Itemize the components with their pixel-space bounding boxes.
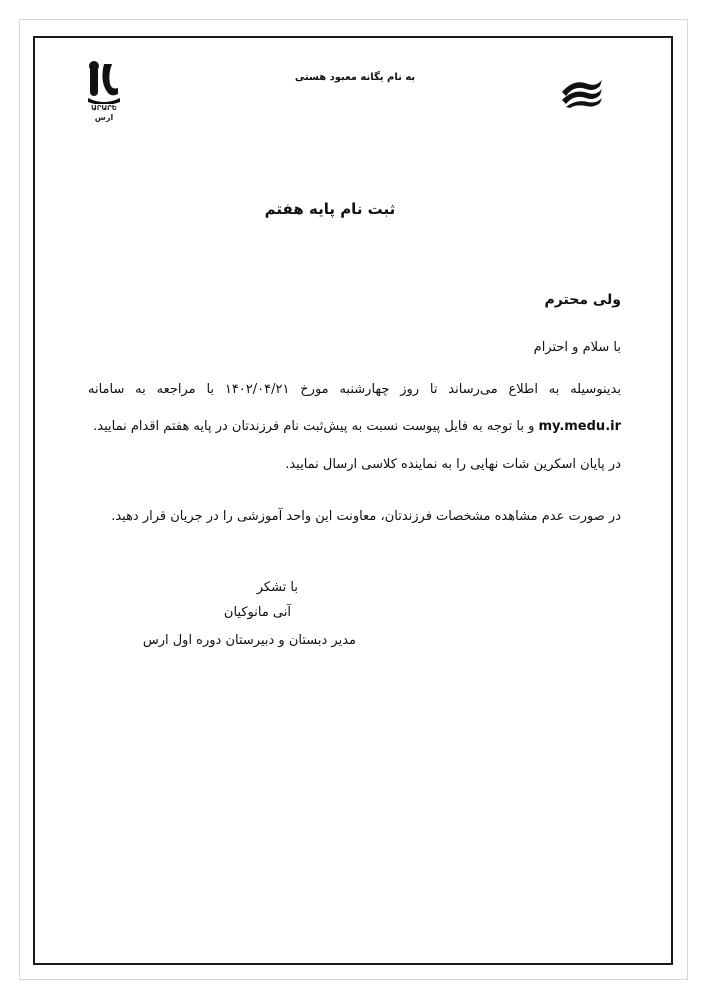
signature-role: مدیر دبستان و دبیرستان دوره اول ارس [142, 633, 356, 648]
paragraph-3: در صورت عدم مشاهده مشخصات فرزندتان، معاونت این واحد آموزشی را در جریان قرار دهید. [111, 509, 621, 524]
school-emblem-icon [84, 60, 124, 104]
signature-thanks: با تشکر [256, 580, 298, 595]
paragraph-1-line-2 [93, 419, 621, 434]
letter-frame [33, 36, 673, 965]
letter-title: ثبت نام پایه هفتم [264, 200, 396, 218]
paragraph-2: در پایان اسکرین شات نهایی را به نماینده کلاسی ارسال نمایید. [285, 457, 621, 472]
paragraph-1-line-1: بدینوسیله به اطلاع می‌رساند تا روز چهارشنبه مورخ ۱۴۰۲/۰۴/۲۱ با مراجعه به سامانه [88, 382, 621, 397]
salutation: ولی محترم [544, 292, 621, 308]
signature-name: آنی مانوکیان [223, 605, 291, 620]
medu-portal-link[interactable]: my.medu.ir [538, 419, 621, 434]
school-logo [84, 60, 124, 124]
wave-logo-icon [558, 76, 606, 108]
logo-caption-armenian: ԱՐԱՐԵ [91, 104, 117, 112]
greeting: با سلام و احترام [533, 340, 621, 355]
bismillah-heading: به نام یگانه معبود هستی [294, 72, 416, 83]
paragraph-1-line-2-text: و با توجه به فایل پیوست نسبت به پیش‌ثبت نام فرزندتان در پایه هفتم اقدام نمایید. [93, 419, 539, 434]
logo-caption-persian: ارس [94, 113, 114, 122]
ministry-logo [558, 76, 606, 108]
